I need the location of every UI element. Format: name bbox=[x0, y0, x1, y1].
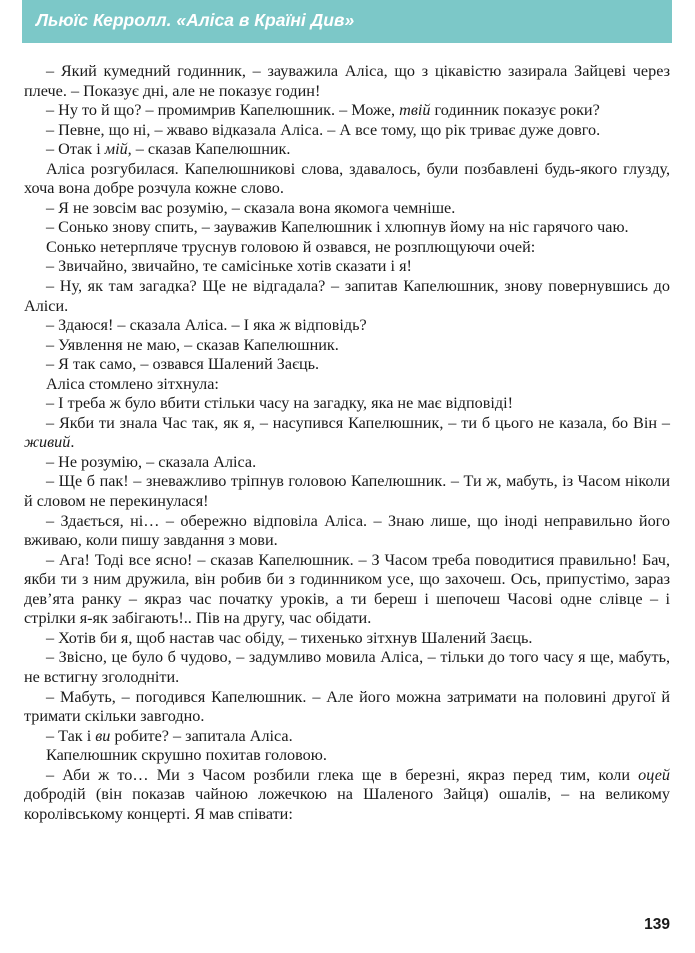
paragraph-text: – Звичайно, звичайно, те самісіньке хотів сказати і я! bbox=[46, 257, 412, 276]
italic-text: ви bbox=[95, 726, 111, 745]
paragraph-text: – І треба ж було вбити стільки часу на загадку, яка не має відповіді! bbox=[46, 394, 514, 413]
paragraph-text: – Здається, ні… – обережно відповіла Аліса. – Знаю лише, що іноді неправильно його вживаю, коли пишу завдання з мови. bbox=[24, 511, 670, 550]
italic-text: живий bbox=[24, 433, 71, 452]
paragraph-text: – Мабуть, – погодився Капелюшник. – Але його можна затримати на половині другої й тримати скільки завгодно. bbox=[24, 687, 670, 726]
paragraph-text: – Уявлення не маю, – сказав Капелюшник. bbox=[46, 335, 339, 354]
paragraph bbox=[24, 101, 670, 121]
paragraph bbox=[24, 355, 670, 375]
paragraph bbox=[24, 551, 670, 629]
chapter-header-title: Льюїс Керролл. «Аліса в Країні Див» bbox=[36, 10, 355, 30]
paragraph bbox=[24, 218, 670, 238]
paragraph-text: – Отак і bbox=[46, 140, 105, 159]
paragraph bbox=[24, 238, 670, 258]
paragraph bbox=[24, 199, 670, 219]
paragraph-text: – Певне, що ні, – жваво відказала Аліса. – А все тому, що рік триває дуже довго. bbox=[46, 120, 601, 139]
paragraph bbox=[24, 140, 670, 160]
paragraph-text: – Ага! Тоді все ясно! – сказав Капелюшник. – З Часом треба поводитися правильно! Бач, якби ти з ним дружила, він робив би з годинником усе, що захочеш. Ось, припустімо, зараз дев’ята ранку – якраз час початку уроків, а ти береш і шепочеш Часові одне слівце – і стрілки я-як забігають!.. Пів на другу, час обідати. bbox=[24, 550, 670, 628]
paragraph bbox=[24, 746, 670, 766]
paragraph-text: . bbox=[70, 433, 75, 452]
paragraph-text: – Ще б пак! – зневажливо тріпнув головою Капелюшник. – Ти ж, мабуть, із Часом ніколи й словом не перекинулася! bbox=[24, 472, 670, 511]
paragraph-text: – Здаюся! – сказала Аліса. – І яка ж відповідь? bbox=[46, 316, 367, 335]
paragraph bbox=[24, 336, 670, 356]
paragraph bbox=[24, 453, 670, 473]
paragraph-text: годинник показує роки? bbox=[430, 101, 600, 120]
page-number: 139 bbox=[644, 916, 670, 933]
paragraph-text: – Так і bbox=[46, 726, 96, 745]
paragraph bbox=[24, 257, 670, 277]
paragraph bbox=[24, 512, 670, 551]
paragraph-text: – Аби ж то… Ми з Часом розбили глека ще в березні, якраз перед тим, коли bbox=[46, 765, 639, 784]
italic-text: оцей bbox=[638, 765, 670, 784]
paragraph-text: – Ну, як там загадка? Ще не відгадала? – запитав Капелюшник, знову повернувшись до Аліси. bbox=[24, 277, 670, 315]
paragraph-text: Капелюшник скрушно похитав головою. bbox=[46, 746, 327, 765]
italic-text: твій bbox=[399, 101, 431, 120]
paragraph-text: – Я не зовсім вас розумію, – сказала вона якомога чемніше. bbox=[46, 198, 456, 217]
paragraph-text: – Який кумедний годинник, – зауважила Аліса, що з цікавістю зазирала Зайцеві через плече. – Показує дні, але не показує годин! bbox=[24, 62, 670, 100]
paragraph-text: Аліса розгубилася. Капелюшникові слова, здавалось, були позбавлені будь-якого глузду, хоча вона добре розчула кожне слово. bbox=[24, 159, 670, 198]
paragraph bbox=[24, 472, 670, 511]
paragraph bbox=[24, 394, 670, 414]
paragraph bbox=[24, 727, 670, 747]
paragraph bbox=[24, 648, 670, 687]
paragraph-text: – Сонько знову спить, – зауважив Капелюшник і хлюпнув йому на ніс гарячого чаю. bbox=[46, 218, 629, 237]
paragraph bbox=[24, 316, 670, 336]
paragraph bbox=[24, 414, 670, 453]
paragraph-text: – Ну то й що? – промимрив Капелюшник. – Може, bbox=[46, 101, 400, 120]
paragraph-text: добродій (він показав чайною ложечкою на Шаленого Зайця) ошалів, – на великому королівському концерті. Я мав співати: bbox=[24, 785, 670, 823]
paragraph bbox=[24, 629, 670, 649]
chapter-header-banner bbox=[22, 0, 672, 43]
paragraph-text: – сказав Капелюшник. bbox=[131, 140, 291, 159]
paragraph bbox=[24, 62, 670, 101]
paragraph-text: Сонько нетерпляче труснув головою й озвався, не розплющуючи очей: bbox=[46, 237, 536, 256]
paragraph bbox=[24, 160, 670, 199]
italic-text: мій, bbox=[104, 140, 132, 159]
paragraph-text: – Не розумію, – сказала Аліса. bbox=[46, 452, 257, 471]
paragraph bbox=[24, 688, 670, 727]
paragraph bbox=[24, 375, 670, 395]
paragraph-text: – Я так само, – озвався Шалений Заєць. bbox=[46, 355, 320, 374]
paragraph-text: – Звісно, це було б чудово, – задумливо мовила Аліса, – тільки до того часу я ще, мабуть, не встигну зголодніти. bbox=[24, 648, 670, 686]
paragraph-text: – Хотів би я, щоб настав час обіду, – тихенько зітхнув Шалений Заєць. bbox=[46, 628, 533, 647]
paragraph-text: Аліса стомлено зітхнула: bbox=[46, 374, 219, 393]
paragraph bbox=[24, 121, 670, 141]
paragraph-text: – Якби ти знала Час так, як я, – насупився Капелюшник, – ти б цього не казала, бо Він – bbox=[46, 413, 670, 432]
book-text-body bbox=[24, 62, 670, 824]
paragraph-text: робите? – запитала Аліса. bbox=[110, 726, 293, 745]
paragraph bbox=[24, 766, 670, 825]
paragraph bbox=[24, 277, 670, 316]
